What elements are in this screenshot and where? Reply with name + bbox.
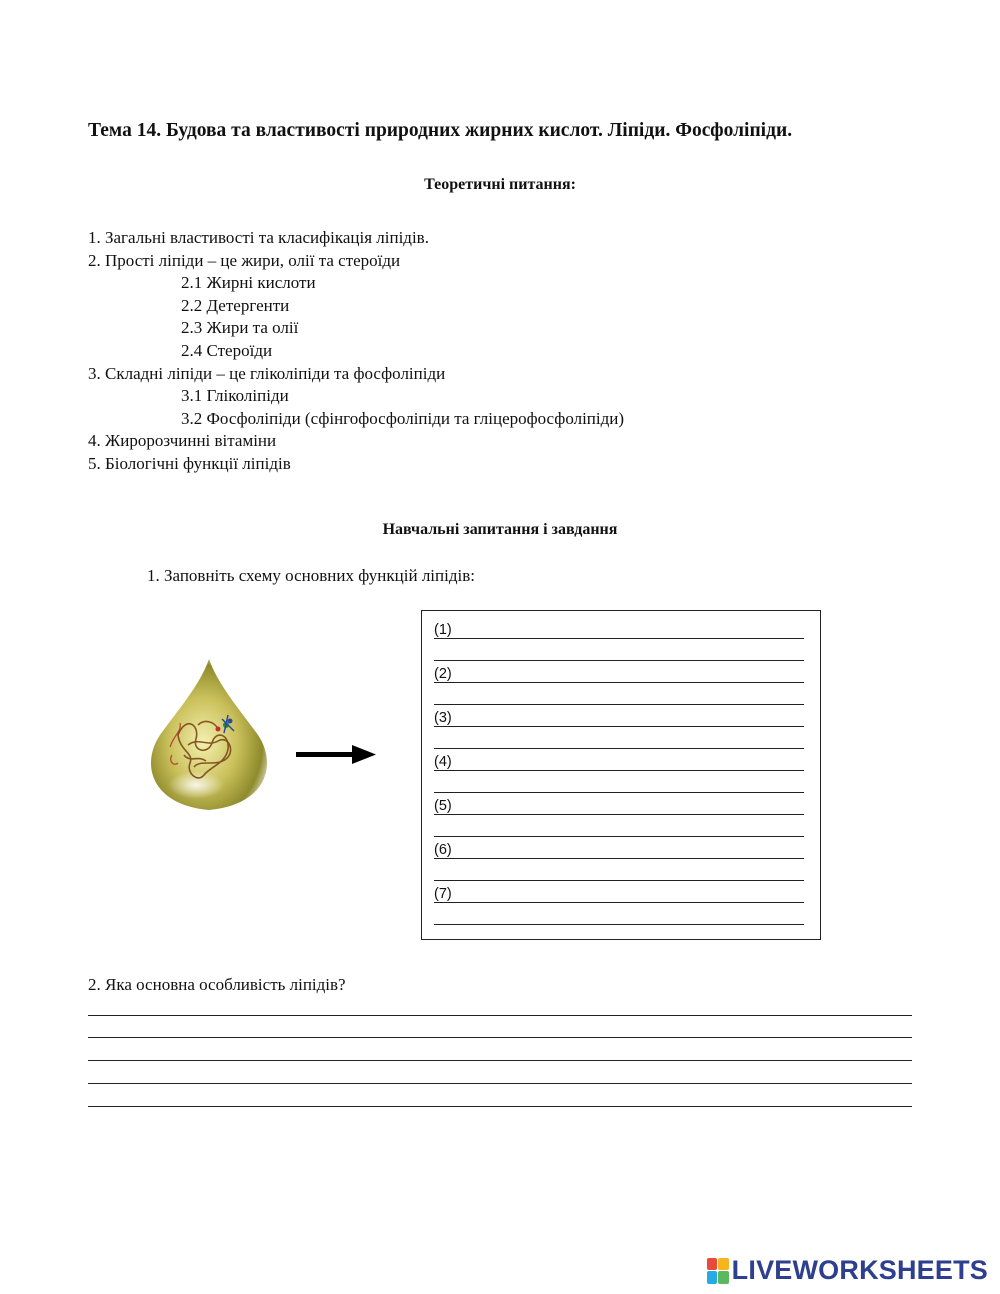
theory-heading: Теоретичні питання: [424, 176, 576, 193]
tasks-heading: Навчальні запитання і завдання [382, 521, 618, 538]
answer-line[interactable] [88, 1060, 912, 1061]
answer-line[interactable] [434, 924, 804, 925]
slot-number: (5) [434, 798, 452, 814]
theory-subitem: 3.2 Фосфоліпіди (сфінгофосфоліпіди та гліцерофосфоліпіди) [181, 408, 625, 428]
answer-line[interactable] [434, 814, 804, 815]
theory-item: 2. Прості ліпіди – це жири, олії та стероїди [88, 250, 401, 270]
theory-item: 4. Жиророзчинні вітаміни [88, 431, 277, 451]
task1-prompt: 1. Заповніть схему основних функцій ліпідів: [147, 566, 475, 585]
answer-line[interactable] [434, 704, 804, 705]
answer-line[interactable] [434, 858, 804, 859]
theory-subitem: 2.2 Детергенти [181, 295, 290, 315]
answer-line[interactable] [434, 836, 804, 837]
theory-subitem: 3.1 Гліколіпіди [181, 386, 289, 406]
slot-number: (2) [434, 666, 452, 682]
answer-line[interactable] [434, 748, 804, 749]
theory-subitem: 2.1 Жирні кислоти [181, 273, 316, 293]
answer-line[interactable] [434, 660, 804, 661]
theory-list [88, 227, 624, 476]
task2-prompt: 2. Яка основна особливість ліпідів? [88, 975, 346, 994]
slot-number: (1) [434, 622, 452, 638]
theory-item: 1. Загальні властивості та класифікація ліпідів. [88, 228, 429, 247]
answer-slot[interactable] [434, 751, 804, 771]
slot-number: (6) [434, 842, 452, 858]
answer-line[interactable] [88, 1015, 912, 1016]
theory-item: 3. Складні ліпіди – це гліколіпіди та фосфоліпіди [88, 363, 446, 383]
answer-slot[interactable] [434, 707, 804, 727]
answer-line[interactable] [434, 638, 804, 639]
answer-slot[interactable] [434, 795, 804, 815]
answer-box [421, 610, 821, 940]
liveworksheets-logo [707, 1255, 988, 1286]
liveworksheets-mark-icon [707, 1258, 729, 1284]
answer-line[interactable] [88, 1083, 912, 1084]
slot-number: (7) [434, 886, 452, 902]
answer-slot[interactable] [434, 883, 804, 903]
answer-line[interactable] [434, 726, 804, 727]
answer-line[interactable] [88, 1037, 912, 1038]
answer-line[interactable] [434, 770, 804, 771]
answer-line[interactable] [434, 682, 804, 683]
page-title: Тема 14. Будова та властивості природних жирних кислот. Ліпіди. Фосфоліпіди. [88, 120, 793, 141]
theory-item: 5. Біологічні функції ліпідів [88, 453, 291, 473]
answer-line[interactable] [434, 792, 804, 793]
logo-text: LIVEWORKSHEETS [731, 1255, 988, 1285]
theory-subitem: 2.3 Жири та олії [181, 318, 299, 338]
answer-slot[interactable] [434, 619, 804, 639]
slot-number: (3) [434, 710, 452, 726]
answer-line[interactable] [88, 1106, 912, 1107]
answer-slot[interactable] [434, 663, 804, 683]
answer-line[interactable] [434, 880, 804, 881]
lipid-drop-icon [138, 655, 280, 815]
theory-subitem: 2.4 Стероїди [181, 340, 273, 360]
arrow-right-icon [296, 744, 378, 766]
answer-line[interactable] [434, 902, 804, 903]
answer-slot[interactable] [434, 839, 804, 859]
slot-number: (4) [434, 754, 452, 770]
